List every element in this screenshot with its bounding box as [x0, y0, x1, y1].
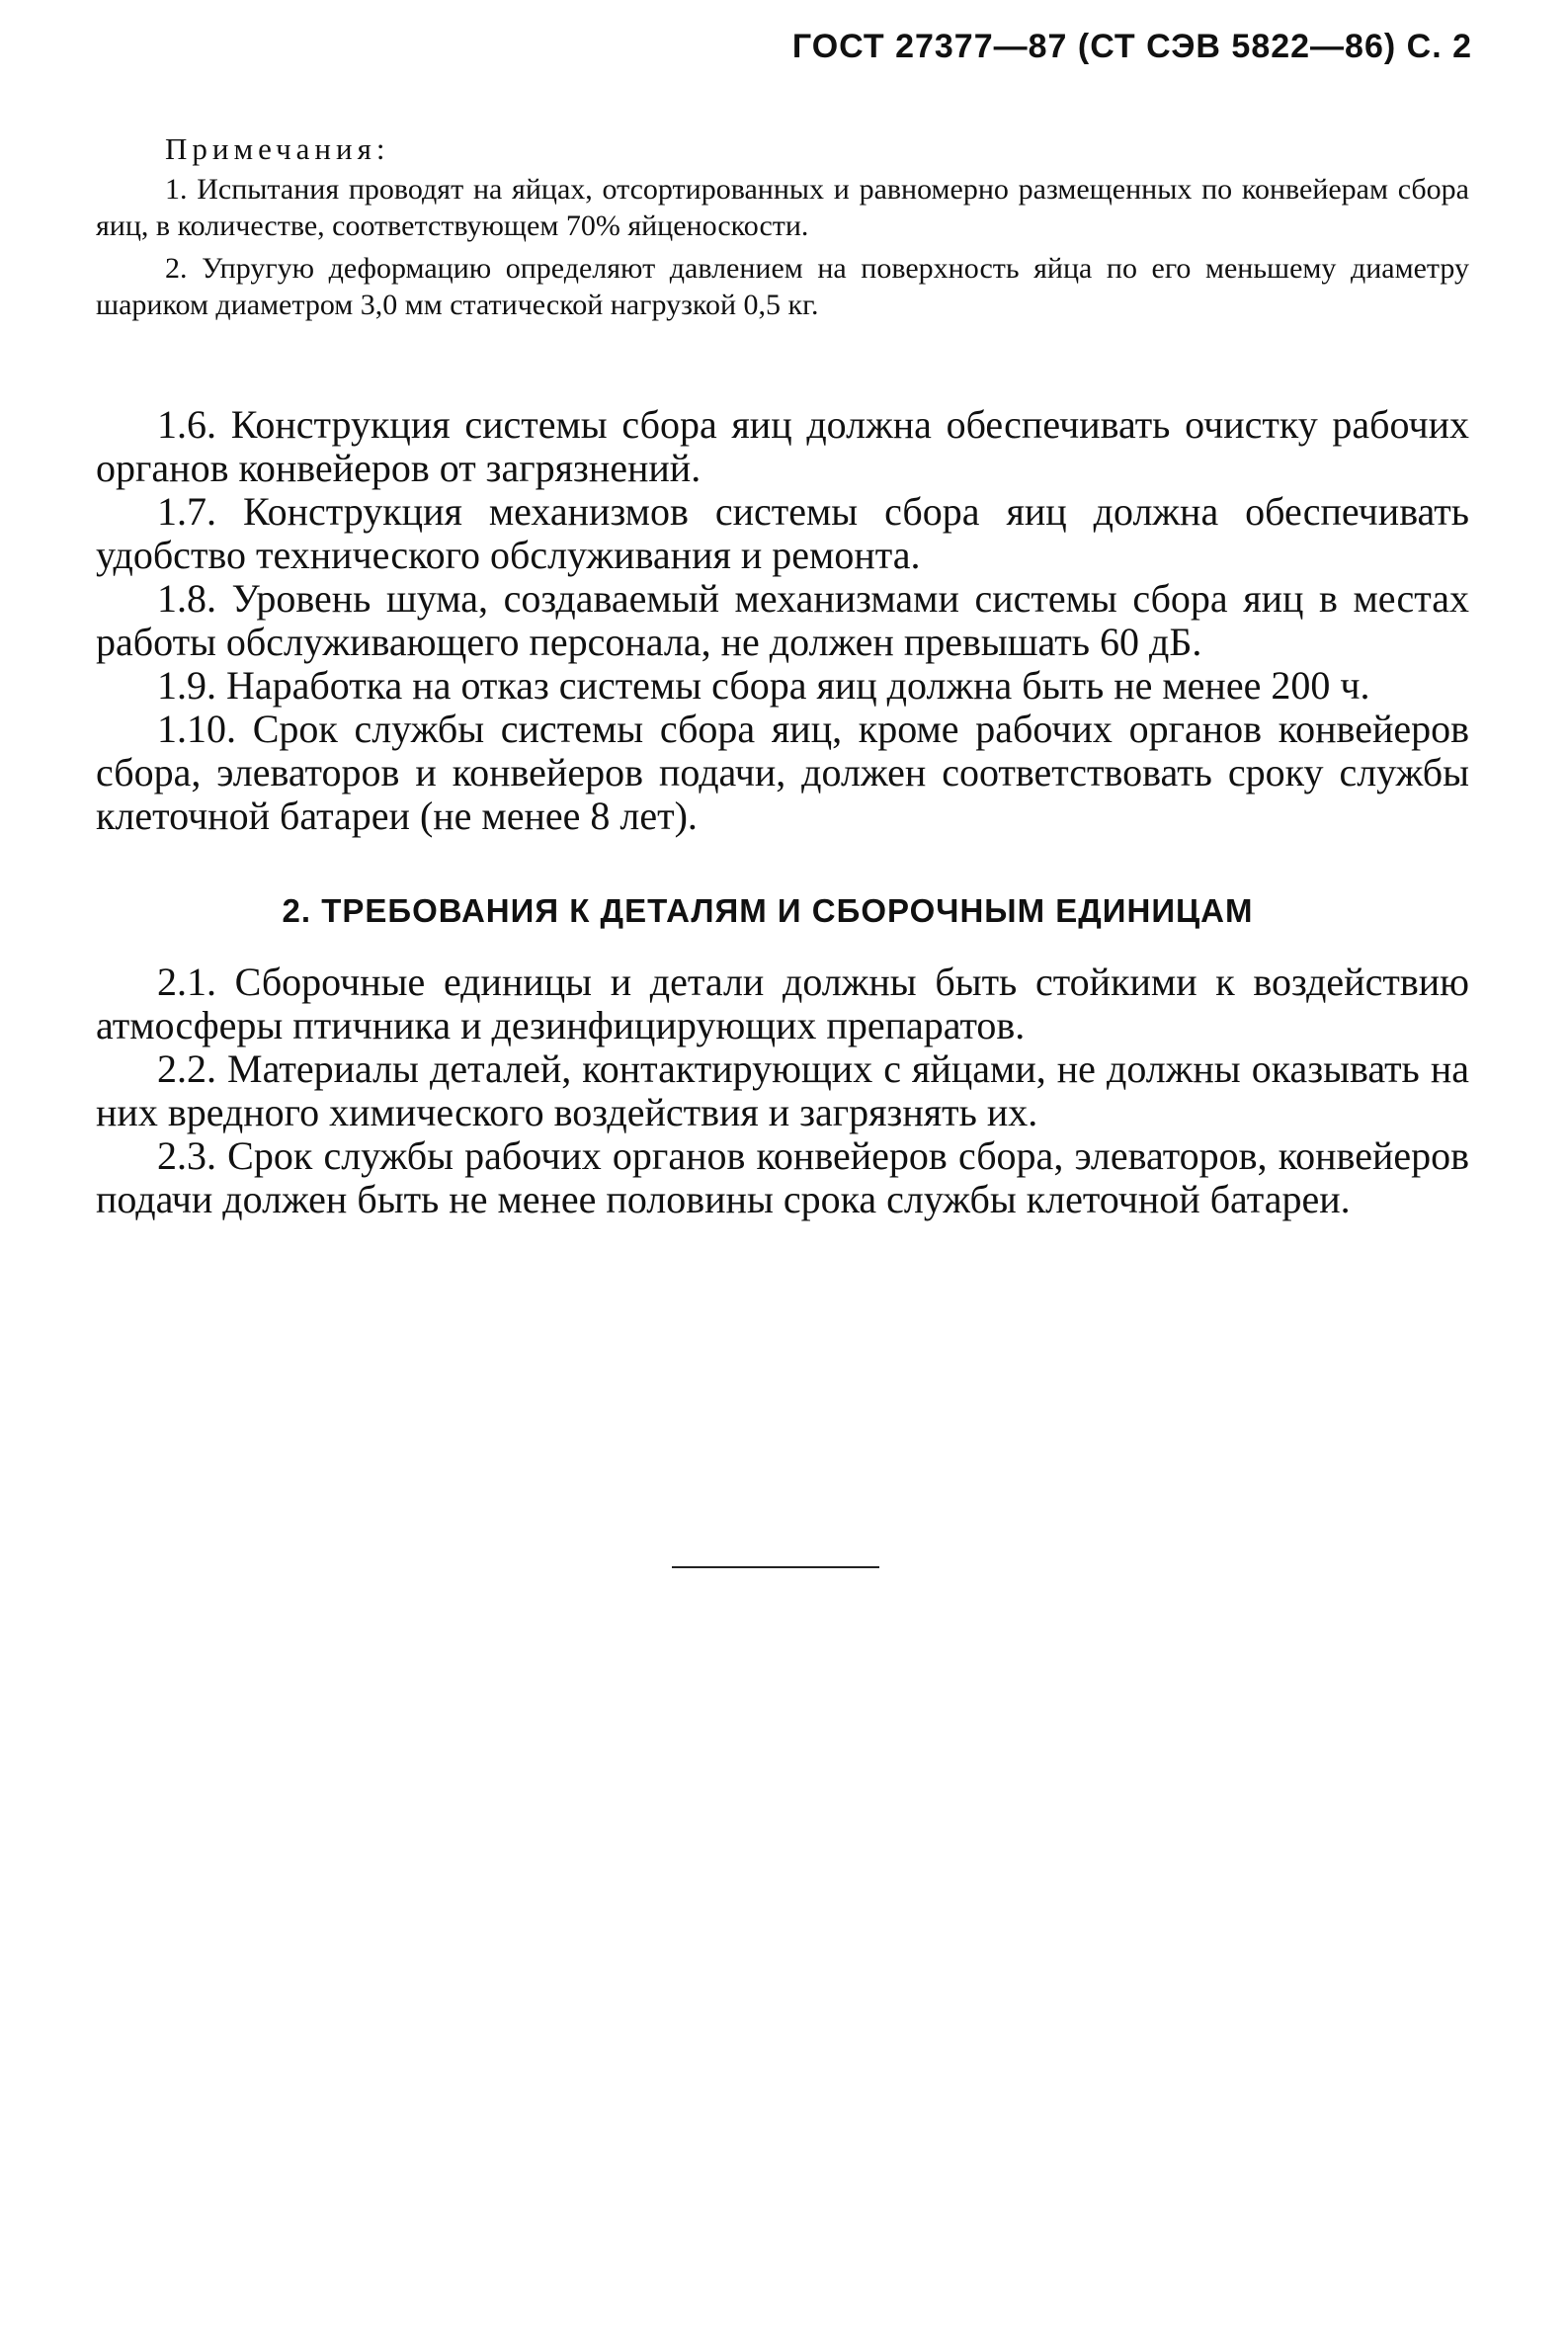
page-header: ГОСТ 27377—87 (СТ СЭВ 5822—86) С. 2: [791, 28, 1472, 65]
note-item: 2. Упругую деформацию определяют давлением на поверхность яйца по его меньшему диаметру шариком диаметром 3,0 мм статической нагрузкой 0,5 кг.: [96, 252, 1469, 321]
note-item: 1. Испытания проводят на яйцах, отсортированных и равномерно размещенных по конвейерам сбора яиц, в количестве, соответствующем 70% яйценоскости.: [96, 173, 1469, 242]
paragraph-1-10: 1.10. Срок службы системы сбора яиц, кроме рабочих органов конвейеров сбора, элеваторов и конвейеров подачи, должен соответствовать сроку службы клеточной батареи (не менее 8 лет).: [96, 707, 1469, 838]
paragraph-2-2: 2.2. Материалы деталей, контактирующих с яйцами, не должны оказывать на них вредного химического воздействия и загрязнять их.: [96, 1046, 1469, 1134]
section-2-heading: 2. ТРЕБОВАНИЯ К ДЕТАЛЯМ И СБОРОЧНЫМ ЕДИНИЦАМ: [282, 892, 1254, 929]
paragraph-1-6: 1.6. Конструкция системы сбора яиц должна обеспечивать очистку рабочих органов конвейеров от загрязнений.: [96, 402, 1469, 490]
paragraph-2-3: 2.3. Срок службы рабочих органов конвейеров сбора, элеваторов, конвейеров подачи должен быть не менее половины срока службы клеточной батареи.: [96, 1133, 1469, 1221]
notes-block: [96, 130, 1469, 329]
end-divider: [672, 1566, 879, 1568]
paragraph-1-8: 1.8. Уровень шума, создаваемый механизмами системы сбора яиц в местах работы обслуживающего персонала, не должен превышать 60 дБ.: [96, 576, 1469, 664]
paragraph-1-7: 1.7. Конструкция механизмов системы сбора яиц должна обеспечивать удобство технического обслуживания и ремонта.: [96, 489, 1469, 577]
paragraph-2-1: 2.1. Сборочные единицы и детали должны быть стойкими к воздействию атмосферы птичника и дезинфицирующих препаратов.: [96, 960, 1469, 1047]
notes-title: Примечания:: [165, 131, 390, 166]
paragraph-1-9: 1.9. Наработка на отказ системы сбора яиц должна быть не менее 200 ч.: [157, 663, 1370, 708]
main-text: [96, 403, 1469, 1221]
